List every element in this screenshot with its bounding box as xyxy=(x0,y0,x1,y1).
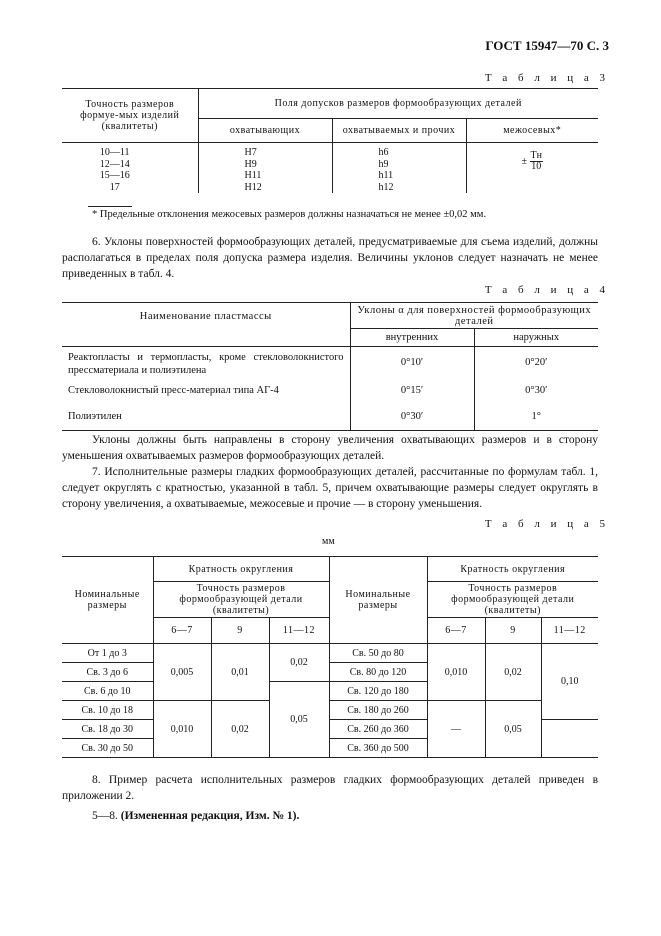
table5-right-grade-2: 9 xyxy=(485,618,541,644)
fraction xyxy=(530,151,543,172)
table4-group-header: Уклоны α для поверхностей формообразующих деталей xyxy=(350,303,598,329)
paragraph-slopes: Уклоны должны быть направлены в сторону увеличения охватывающих размеров и в сторону уменьшения охватываемых размеров формообразующих деталей. xyxy=(62,434,598,462)
table5-right-rounding-header: Кратность округления xyxy=(427,557,598,582)
table5-right-accuracy-header: Точность размеров формообразующей детали (квалитеты) xyxy=(427,582,598,618)
table5-left-size-5: Св. 18 до 30 xyxy=(62,720,153,739)
table4-subheader-2: наружных xyxy=(474,329,598,347)
table5-caption: Т а б л и ц а 5 xyxy=(484,518,609,530)
table3-col1-header: Точность размеров формуе-мых изделий (квалитеты) xyxy=(62,89,198,143)
table5-left-grade-1: 6—7 xyxy=(153,618,211,644)
table5-left-nominal-header: Номинальные размеры xyxy=(62,557,153,644)
table5-right-cell-dash: — xyxy=(427,701,485,758)
table5-left-cell-0005: 0,005 xyxy=(153,644,211,701)
table4-row2-outer: 0°30′ xyxy=(474,379,598,403)
table5-left-cell-002b: 0,02 xyxy=(211,701,269,758)
table5-right-size-2: Св. 80 до 120 xyxy=(329,663,427,682)
table3-caption: Т а б л и ц а 3 xyxy=(484,72,609,84)
table4-col1-header: Наименование пластмассы xyxy=(62,303,350,347)
table4-row1-outer: 0°20′ xyxy=(474,347,598,379)
table3-subheader-2: охватываемых и прочих xyxy=(332,119,466,143)
table3-col3-values: h6 h9 h11 h12 xyxy=(332,143,466,194)
page-header: ГОСТ 15947—70 С. 3 xyxy=(485,38,609,53)
table5-right-cell-005: 0,05 xyxy=(485,701,541,758)
table-row xyxy=(62,403,598,431)
plus-minus-sign: ± xyxy=(521,155,528,167)
table-5 xyxy=(62,556,598,758)
table5-right-grade-3: 11—12 xyxy=(541,618,598,644)
table5-right-grade-1: 6—7 xyxy=(427,618,485,644)
table-row xyxy=(62,644,598,663)
table5-left-size-1: От 1 до 3 xyxy=(62,644,153,663)
edition-text: (Измененная редакция, Изм. № 1). xyxy=(120,810,300,822)
edition-prefix: 5—8. xyxy=(92,810,121,822)
table-4 xyxy=(62,302,598,431)
table5-left-size-2: Св. 3 до 6 xyxy=(62,663,153,682)
table4-row2-name: Стекловолокнистый пресс-материал типа АГ-4 xyxy=(68,385,279,396)
paragraph-8: 8. Пример расчета исполнительных размеров гладких формообразующих деталей приведен в приложении 2. xyxy=(62,774,598,802)
table5-right-size-3: Св. 120 до 180 xyxy=(329,682,427,701)
table5-left-accuracy-header: Точность размеров формообразующей детали (квалитеты) xyxy=(153,582,329,618)
table5-right-size-6: Св. 360 до 500 xyxy=(329,739,427,758)
paragraph-7: 7. Исполнительные размеры гладких формообразующих деталей, рассчитанные по формулам табл. 1, следует округлять с кратностью, указанной в табл. 5, причем охватывающие размеры следует округлять в сторону увеличения, а охватываемые, межосевые и прочие — в сторону уменьшения. xyxy=(62,466,598,510)
table-3 xyxy=(62,88,598,193)
table4-row3-outer: 1° xyxy=(474,403,598,431)
paragraph-6: 6. Уклоны поверхностей формообразующих деталей, предусматриваемые для съема изделий, должны располагаться в пределах поля допуска размера изделия. Величины уклонов следует назначать не менее приведенных в табл. 4. xyxy=(62,236,598,280)
footnote: * Предельные отклонения межосевых размеров должны назначаться не менее ±0,02 мм. xyxy=(92,209,487,220)
table3-group-header: Поля допусков размеров формообразующих деталей xyxy=(198,89,598,119)
table5-right-cell-0010: 0,010 xyxy=(427,644,485,701)
table3-col4-value xyxy=(466,143,598,194)
table5-right-size-5: Св. 260 до 360 xyxy=(329,720,427,739)
edition-note xyxy=(92,810,299,822)
table5-left-size-4: Св. 10 до 18 xyxy=(62,701,153,720)
table5-left-size-6: Св. 30 до 50 xyxy=(62,739,153,758)
fraction-numerator: Тн xyxy=(530,150,542,161)
table5-right-nominal-header: Номинальные размеры xyxy=(329,557,427,644)
fraction-denominator: 10 xyxy=(531,161,542,172)
table5-unit: мм xyxy=(322,536,335,547)
table4-caption: Т а б л и ц а 4 xyxy=(484,284,609,296)
table5-left-rounding-header: Кратность округления xyxy=(153,557,329,582)
table5-left-cell-001: 0,01 xyxy=(211,644,269,701)
table5-left-size-3: Св. 6 до 10 xyxy=(62,682,153,701)
table5-left-cell-0010: 0,010 xyxy=(153,701,211,758)
table-row xyxy=(62,379,598,403)
table3-subheader-1: охватывающих xyxy=(198,119,332,143)
table4-subheader-1: внутренних xyxy=(350,329,474,347)
table5-left-grade-2: 9 xyxy=(211,618,269,644)
table5-right-cell-002: 0,02 xyxy=(485,644,541,701)
table5-left-cell-002: 0,02 xyxy=(269,644,329,682)
table3-col1-values: 10—11 12—14 15—16 17 xyxy=(99,147,130,193)
table4-row3-inner: 0°30′ xyxy=(350,403,474,431)
table5-right-size-1: Св. 50 до 80 xyxy=(329,644,427,663)
table4-row2-inner: 0°15′ xyxy=(350,379,474,403)
table3-col2-values: H7 H9 H11 H12 xyxy=(198,143,332,194)
table4-row3-name: Полиэтилен xyxy=(62,403,350,431)
table5-right-cell-empty xyxy=(541,720,598,758)
table5-left-cell-005: 0,05 xyxy=(269,682,329,758)
table4-row1-inner: 0°10′ xyxy=(350,347,474,379)
table5-right-size-4: Св. 180 до 260 xyxy=(329,701,427,720)
table5-left-grade-3: 11—12 xyxy=(269,618,329,644)
footnote-rule xyxy=(88,206,132,207)
table4-row1-name: Реактопласты и термопласты, кроме стекловолокнистого прессматериала и полиэтилена xyxy=(68,352,344,376)
table3-subheader-3: межосевых* xyxy=(466,119,598,143)
table-row xyxy=(62,701,598,720)
table5-right-cell-010: 0,10 xyxy=(541,644,598,720)
table-row xyxy=(62,347,598,379)
